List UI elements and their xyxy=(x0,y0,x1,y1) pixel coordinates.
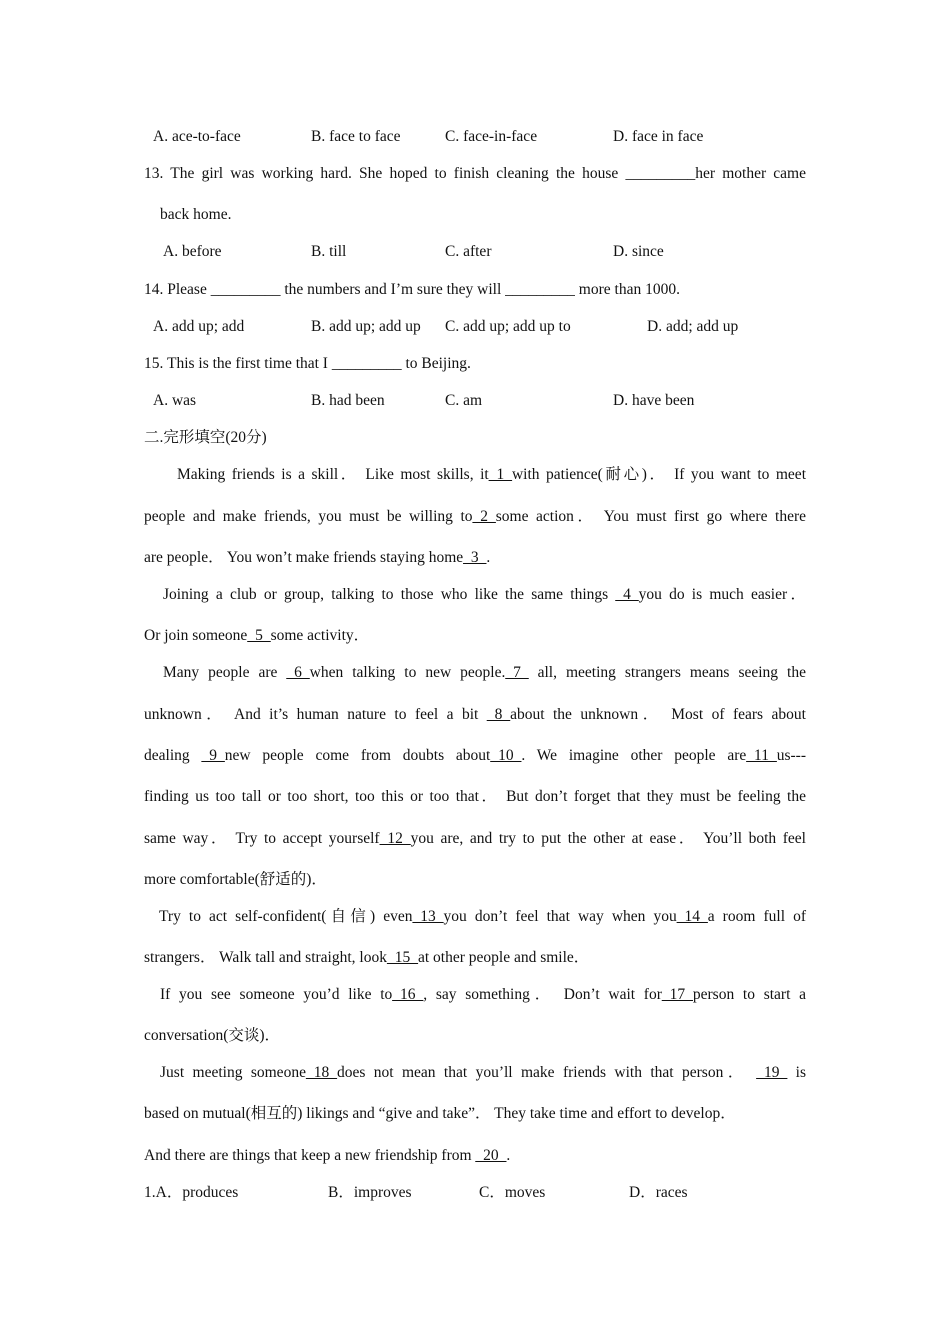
blank-3: _3_ xyxy=(463,549,487,566)
blank-16: _16_ xyxy=(392,986,424,1003)
passage-p3-line-1: Many people are _6_when talking to new people._7_ all, meeting strangers means seeing the xyxy=(163,664,806,681)
passage-p3-line-3: dealing _9_new people come from doubts about_10_. We imagine other people are_11_us--- xyxy=(144,747,807,764)
blank-12: _12_ xyxy=(379,830,411,847)
blank-8: _8_ xyxy=(486,706,511,723)
blank-20: _20_ xyxy=(475,1147,507,1164)
passage-p3-line-6: more comfortable(舒适的)． xyxy=(144,871,327,888)
passage-p4-line-1: Try to act self-confident(自信) even_13_you don’t feel that way when you_14_a room full of xyxy=(159,908,806,925)
blank-5: _5_ xyxy=(247,627,271,644)
passage-p1-line-1: Making friends is a skill． Like most skills, it_1_with patience(耐心)． If you want to meet xyxy=(177,466,806,483)
q13-line-2: back home. xyxy=(160,206,232,223)
blank-18: _18_ xyxy=(305,1064,337,1081)
q14-option-a: A. add up; add xyxy=(153,318,245,335)
q15-option-d: D. have been xyxy=(613,392,695,409)
blank-9: _9_ xyxy=(201,747,225,764)
q15-option-b: B. had been xyxy=(311,392,385,409)
blank-17: _17_ xyxy=(661,986,693,1003)
q14-option-b: B. add up; add up xyxy=(311,318,421,335)
q14-line: 14. Please _________ the numbers and I’m sure they will _________ more than 1000. xyxy=(144,281,680,298)
blank-11: _11_ xyxy=(746,747,777,764)
passage-p3-line-4: finding us too tall or too short, too this or too that． But don’t forget that they must be feeling the xyxy=(144,788,806,805)
passage-p5-line-1: If you see someone you’d like to_16_, say something． Don’t wait for_17_person to start a xyxy=(160,986,806,1003)
blank-6: _6_ xyxy=(286,664,310,681)
q15-option-a: A. was xyxy=(153,392,197,409)
q1-option-b: B．improves xyxy=(328,1184,412,1201)
q13-option-d: D. since xyxy=(613,243,664,260)
passage-p1-line-3: are people． You won’t make friends staying home_3_. xyxy=(144,549,491,566)
blank-2: _2_ xyxy=(472,508,496,525)
q13-option-c: C. after xyxy=(445,243,492,260)
passage-p6-line-1: Just meeting someone_18_does not mean that you’ll make friends with that person． _19_ is xyxy=(160,1064,807,1081)
passage-p6-line-3: And there are things that keep a new friendship from _20_. xyxy=(144,1147,511,1164)
q15-line: 15. This is the first time that I _________ to Beijing. xyxy=(144,355,471,372)
passage-p1-line-2: people and make friends, you must be willing to_2_some action． You must first go where there xyxy=(144,508,806,525)
blank-4: _4_ xyxy=(615,586,639,603)
blank-19: _19_ xyxy=(756,1064,788,1081)
passage-p6-line-2: based on mutual(相互的) likings and “give and take”． They take time and effort to develop． xyxy=(144,1105,736,1122)
q1-option-d: D．races xyxy=(629,1184,688,1201)
q13-option-b: B. till xyxy=(311,243,347,260)
blank-7: _7_ xyxy=(505,664,529,681)
passage-p5-line-2: conversation(交谈)． xyxy=(144,1027,281,1044)
blank-10: _10_ xyxy=(490,747,522,764)
blank-15: _15_ xyxy=(386,949,418,966)
q15-option-c: C. am xyxy=(445,392,483,409)
q12-option-a: A. ace-to-face xyxy=(153,128,241,145)
passage-p4-line-2: strangers． Walk tall and straight, look_15_at other people and smile． xyxy=(144,949,590,966)
q12-option-c: C. face-in-face xyxy=(445,128,538,145)
blank-13: _13_ xyxy=(412,908,444,925)
blank-14: _14_ xyxy=(676,908,708,925)
passage-p3-line-2: unknown． And it’s human nature to feel a bit _8_about the unknown． Most of fears about xyxy=(144,706,806,723)
q12-option-b: B. face to face xyxy=(311,128,401,145)
passage-p3-line-5: same way． Try to accept yourself_12_you are, and try to put the other at ease． You’ll both feel xyxy=(144,830,806,847)
q13-line-1: 13. The girl was working hard. She hoped to finish cleaning the house _________her mother came xyxy=(144,165,806,182)
q14-option-d: D. add; add up xyxy=(647,318,739,335)
q12-option-d: D. face in face xyxy=(613,128,704,145)
passage-p2-line-1: Joining a club or group, talking to those who like the same things _4_you do is much easier． xyxy=(163,586,806,603)
q1-option-c: C．moves xyxy=(479,1184,546,1201)
q14-option-c: C. add up; add up to xyxy=(445,318,571,335)
blank-1: _1_ xyxy=(488,466,512,483)
q1-option-a: 1.A．produces xyxy=(144,1184,239,1201)
section-title: 二.完形填空(20分) xyxy=(144,429,267,446)
q13-option-a: A. before xyxy=(163,243,222,260)
passage-p2-line-2: Or join someone_5_some activity． xyxy=(144,627,370,644)
